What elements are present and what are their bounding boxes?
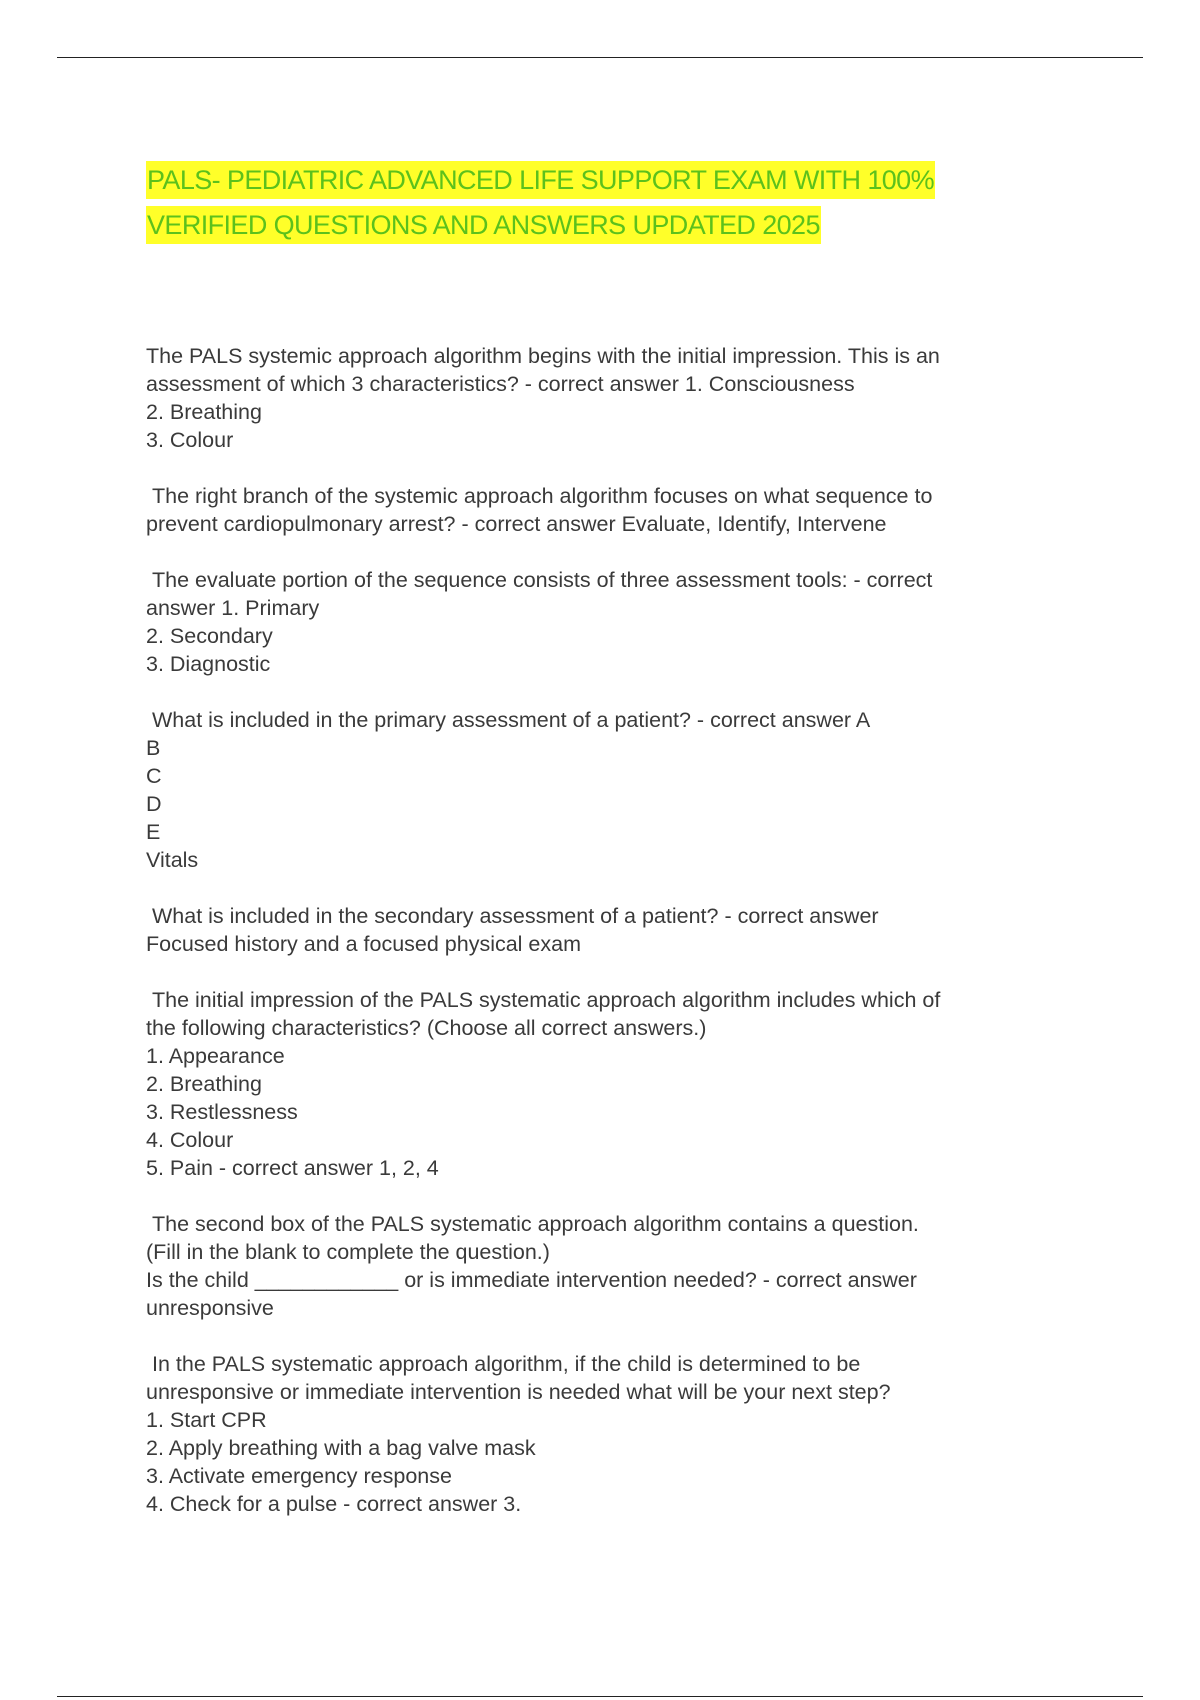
qa-line: What is included in the primary assessment of a patient? - correct answer A — [152, 708, 871, 732]
qa-line: The second box of the PALS systematic approach algorithm contains a question. — [152, 1212, 919, 1236]
qa-item-2 — [146, 482, 1066, 538]
document-title — [146, 161, 1066, 251]
qa-line: Focused history and a focused physical exam — [146, 932, 582, 956]
qa-line: Is the child ____________ or is immediate intervention needed? - correct answer — [146, 1268, 917, 1292]
qa-line: The initial impression of the PALS systematic approach algorithm includes which of — [152, 988, 941, 1012]
qa-line: What is included in the secondary assessment of a patient? - correct answer — [152, 904, 879, 928]
qa-line: 1. Start CPR — [146, 1408, 267, 1432]
qa-line: 5. Pain - correct answer 1, 2, 4 — [146, 1156, 439, 1180]
qa-line: 4. Colour — [146, 1128, 234, 1152]
qa-line: 3. Diagnostic — [146, 652, 271, 676]
qa-line: Vitals — [146, 848, 199, 872]
qa-line: answer 1. Primary — [146, 596, 320, 620]
qa-item-4 — [146, 706, 1066, 874]
qa-line: 2. Apply breathing with a bag valve mask — [146, 1436, 536, 1460]
title-line-1: PALS- PEDIATRIC ADVANCED LIFE SUPPORT EXAM WITH 100% — [146, 161, 935, 199]
qa-line: B — [146, 736, 161, 760]
qa-list — [146, 342, 1066, 1546]
qa-line: The right branch of the systemic approach algorithm focuses on what sequence to — [152, 484, 933, 508]
qa-line: prevent cardiopulmonary arrest? - correct answer Evaluate, Identify, Intervene — [146, 512, 887, 536]
qa-line: The PALS systemic approach algorithm begins with the initial impression. This is an — [146, 344, 940, 368]
qa-line: unresponsive or immediate intervention is needed what will be your next step? — [146, 1380, 891, 1404]
qa-line: 3. Activate emergency response — [146, 1464, 452, 1488]
bottom-divider — [57, 1696, 1143, 1697]
qa-item-7 — [146, 1210, 1066, 1322]
qa-line: In the PALS systematic approach algorithm, if the child is determined to be — [152, 1352, 861, 1376]
qa-item-6 — [146, 986, 1066, 1182]
title-line-2: VERIFIED QUESTIONS AND ANSWERS UPDATED 2025 — [146, 206, 821, 244]
qa-line: C — [146, 764, 162, 788]
qa-line: (Fill in the blank to complete the question.) — [146, 1240, 550, 1264]
qa-line: assessment of which 3 characteristics? - correct answer 1. Consciousness — [146, 372, 855, 396]
qa-line: 2. Secondary — [146, 624, 273, 648]
qa-line: D — [146, 792, 162, 816]
qa-line: 2. Breathing — [146, 400, 262, 424]
qa-line: The evaluate portion of the sequence consists of three assessment tools: - correct — [152, 568, 933, 592]
qa-item-3 — [146, 566, 1066, 678]
qa-item-1 — [146, 342, 1066, 454]
qa-line: 3. Restlessness — [146, 1100, 298, 1124]
qa-line: the following characteristics? (Choose all correct answers.) — [146, 1016, 707, 1040]
qa-line: 4. Check for a pulse - correct answer 3. — [146, 1492, 522, 1516]
qa-line: 1. Appearance — [146, 1044, 285, 1068]
qa-item-5 — [146, 902, 1066, 958]
top-divider — [57, 57, 1143, 58]
qa-line: E — [146, 820, 161, 844]
qa-item-8 — [146, 1350, 1066, 1518]
qa-line: 3. Colour — [146, 428, 234, 452]
qa-line: unresponsive — [146, 1296, 274, 1320]
qa-line: 2. Breathing — [146, 1072, 262, 1096]
